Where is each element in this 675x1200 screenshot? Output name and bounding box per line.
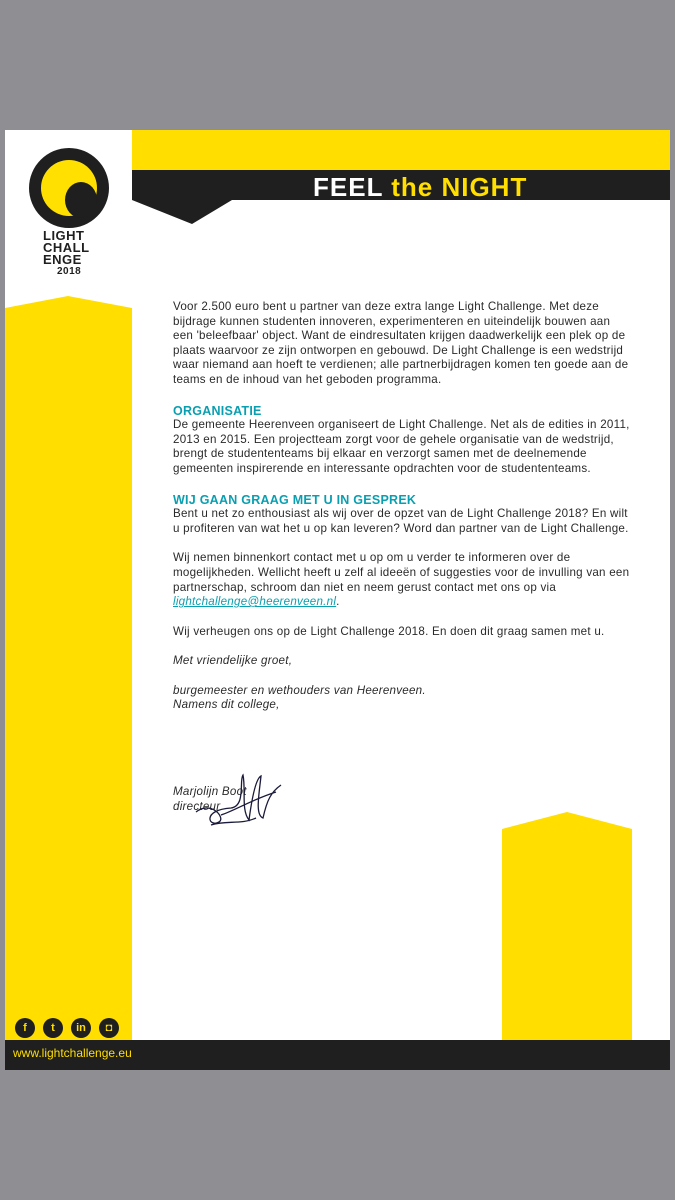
logo-line1: LIGHT	[43, 228, 85, 243]
organisatie-heading: ORGANISATIE	[173, 403, 262, 418]
twitter-icon[interactable]: t	[43, 1018, 63, 1038]
closing-paragraph: Wij verheugen ons op de Light Challenge 2018. En doen dit graag samen met u.	[173, 624, 605, 638]
greeting: Met vriendelijke groet,	[173, 654, 293, 668]
gesprek-heading: WIJ GAAN GRAAG MET U IN GESPREK	[173, 492, 417, 507]
header-title-feel: FEEL	[313, 172, 383, 202]
left-yellow-panel	[5, 316, 132, 1040]
signers-line2: Namens dit college,	[173, 698, 280, 712]
contact-paragraph	[173, 551, 633, 609]
signer-role: directeur	[173, 799, 221, 813]
logo-year: 2018	[57, 266, 82, 277]
linkedin-icon[interactable]: in	[71, 1018, 91, 1038]
gesprek-paragraph: Bent u net zo enthousiast als wij over de opzet van de Light Challenge 2018? En wilt u profiteren van wat het u op kan leveren? Word dan partner van de Light Challenge.	[173, 507, 629, 535]
contact-end: .	[336, 595, 340, 609]
signer-name: Marjolijn Boot	[173, 785, 247, 799]
right-panel-top-shape	[502, 812, 632, 842]
contact-text: Wij nemen binnenkort contact met u op om u verder te informeren over de mogelijkheden. Wellicht heeft u zelf al ideeën of suggesties voor de invulling van een partnerschap, schroom dan niet en neem gerust contact met ons op via	[173, 551, 630, 594]
facebook-icon[interactable]: f	[15, 1018, 35, 1038]
letter-body	[173, 300, 633, 814]
letter-page	[5, 130, 670, 1070]
logo-line3: ENGE	[43, 252, 82, 267]
header-title	[313, 172, 527, 203]
website-link[interactable]: www.lightchallenge.eu	[13, 1046, 132, 1060]
right-yellow-panel	[502, 840, 632, 1040]
logo-text	[43, 230, 101, 278]
logo-line2: CHALL	[43, 240, 90, 255]
light-challenge-logo-icon	[29, 148, 109, 228]
instagram-icon[interactable]: ◘	[99, 1018, 119, 1038]
intro-paragraph: Voor 2.500 euro bent u partner van deze extra lange Light Challenge. Met deze bijdrage kunnen studenten innoveren, experimenteren en uiteindelijk bouwen aan een 'beleefbaar' object. Want de eindresultaten krijgen daadwerkelijk een plek op de plaats waarvoor ze zijn ontworpen en gebouwd. De Light Challenge is een wedstrijd waar niemand aan hoeft te verdienen; alle partnerbijdragen komen ten goede aan de teams en de inhoud van het geboden programma.	[173, 300, 629, 386]
header-title-night: the NIGHT	[391, 172, 528, 202]
contact-email-link[interactable]: lightchallenge@heerenveen.nl	[173, 595, 337, 609]
handwritten-signature	[191, 770, 291, 840]
signers-line1: burgemeester en wethouders van Heerenveen.	[173, 683, 426, 697]
organisatie-paragraph: De gemeente Heerenveen organiseert de Light Challenge. Net als de edities in 2011, 2013 en 2015. Een projectteam zorgt voor de gehele organisatie van de wedstrijd, brengt de studententeams bij elkaar en verzorgt samen met de deelnemende gemeenten inspirerende en interessante opdrachten voor de studententeams.	[173, 418, 630, 475]
header-yellow-band	[132, 130, 670, 172]
